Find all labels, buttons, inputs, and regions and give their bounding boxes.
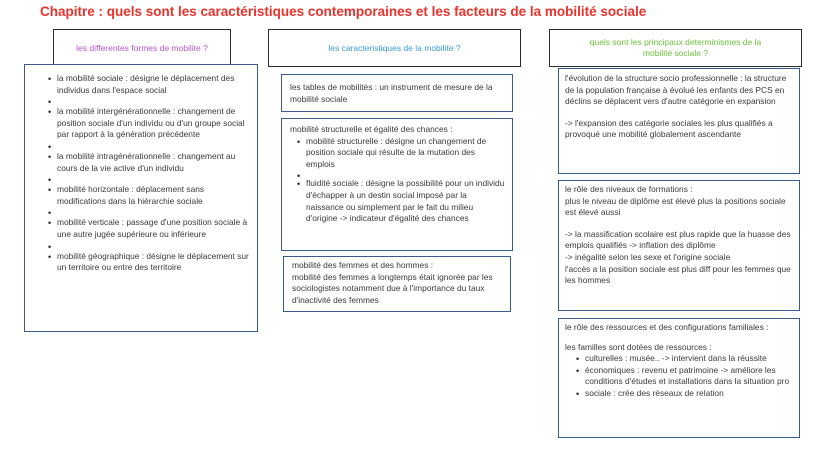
column-1-box: [24, 64, 258, 332]
column-2-box-2: [281, 118, 513, 251]
list-item: • sociale : crée des réseaux de relation: [585, 388, 795, 400]
socio-structure-consequence: -> l'expansion des catégorie sociales les plus qualifiés a provoqué une mobilité globalement ascendante: [565, 117, 773, 140]
list-item: • mobilité structurelle : désigne un changement de position sociale qui résulte de la mutation des emplois: [306, 136, 506, 171]
family-resources-title: le rôle des ressources et des configurations familiales :: [565, 322, 769, 332]
column-2-header-text: les caracteristiques de la mobilite ?: [328, 42, 461, 53]
list-item: • la mobilité intergénérationnelle : changement de position sociale d'un individu ou d'un groupe social par rapport à la génération précédente: [57, 106, 251, 141]
list-item: • mobilité géographique : désigne le déplacement sur un territoire ou entre des territoire: [57, 251, 251, 274]
column-3-box-1: [558, 68, 800, 174]
column-3-header: [549, 29, 802, 67]
gender-mobility-title: mobilité des femmes et des hommes :: [292, 260, 434, 270]
socio-structure-text: l'évolution de la structure socio professionnelle : la structure de la population française à évolué les enfants des PCS en déclins se déplacent vers d'autre catégorie en expansion: [565, 73, 787, 107]
list-item: • la mobilité intragénérationnelle : changement au cours de la vie active d'un individu: [57, 151, 251, 174]
education-women-access: l'accès a la position sociale est plus diff pour les femmes que les hommes: [565, 263, 791, 286]
education-inequality: -> inégalité selon les sexe et l'origine sociale: [565, 251, 731, 262]
column-1-list: [45, 73, 251, 274]
list-item: • la mobilité sociale : désigne le déplacement des individus dans l'espace social: [57, 73, 251, 96]
structural-mobility-list: [290, 136, 506, 225]
structural-mobility-intro: mobilité structurelle et égalité des chances :: [290, 124, 453, 134]
mobility-tables-text: les tables de mobilités : un instrument de mesure de la mobilité sociale: [290, 82, 493, 104]
column-3-box-2: [558, 180, 800, 311]
list-item: • mobilité verticale : passage d'une position sociale à une autre jugée supérieure ou inférieure: [57, 217, 251, 240]
column-1-header-text: les differentes formes de mobilite ?: [76, 42, 208, 53]
column-3-box-3: [558, 318, 800, 438]
education-title: le rôle des niveaux de formations :: [565, 184, 693, 194]
column-2-box-3: [283, 256, 511, 312]
list-item: • mobilité horizontale : déplacement sans modifications dans la hiérarchie sociale: [57, 184, 251, 207]
column-3-header-text: quels sont les principaux determinismes de la mobilité sociale ?: [589, 37, 762, 58]
education-massification: -> la massification scolaire est plus rapide que la huasse des emplois qualifiés -> inflation des diplôme: [565, 228, 791, 251]
list-item: • culturelles : musée.. -> intervient dans la réussite: [585, 353, 795, 365]
list-item: • économiques : revenu et patrimoine -> améliore les conditions d'études et installations dans la situation pro: [585, 365, 795, 388]
family-resources-list: [565, 353, 795, 399]
column-2-header: [268, 29, 521, 67]
column-2-box-1: [281, 74, 513, 112]
education-text: plus le niveau de diplôme est élevé plus la positions sociale est élevé aussi: [565, 195, 786, 218]
family-resources-intro: les familles sont dotées de ressources :: [565, 341, 712, 352]
gender-mobility-text: mobilité des femmes a longtemps était ignorée par les sociologistes notamment due à l'importance du taux d'inactivité des femmes: [292, 271, 493, 305]
list-item: • fluidité sociale : désigne la possibilité pour un individu d'échapper à un destin social imposé par la naissance ou simplement par le fait du milieu d'origine -> indicateur d'égalité des chances: [306, 178, 506, 224]
page-title: Chapitre : quels sont les caractéristiques contemporaines et les facteurs de la mobilité sociale: [40, 4, 647, 19]
column-1-header: [53, 29, 231, 67]
